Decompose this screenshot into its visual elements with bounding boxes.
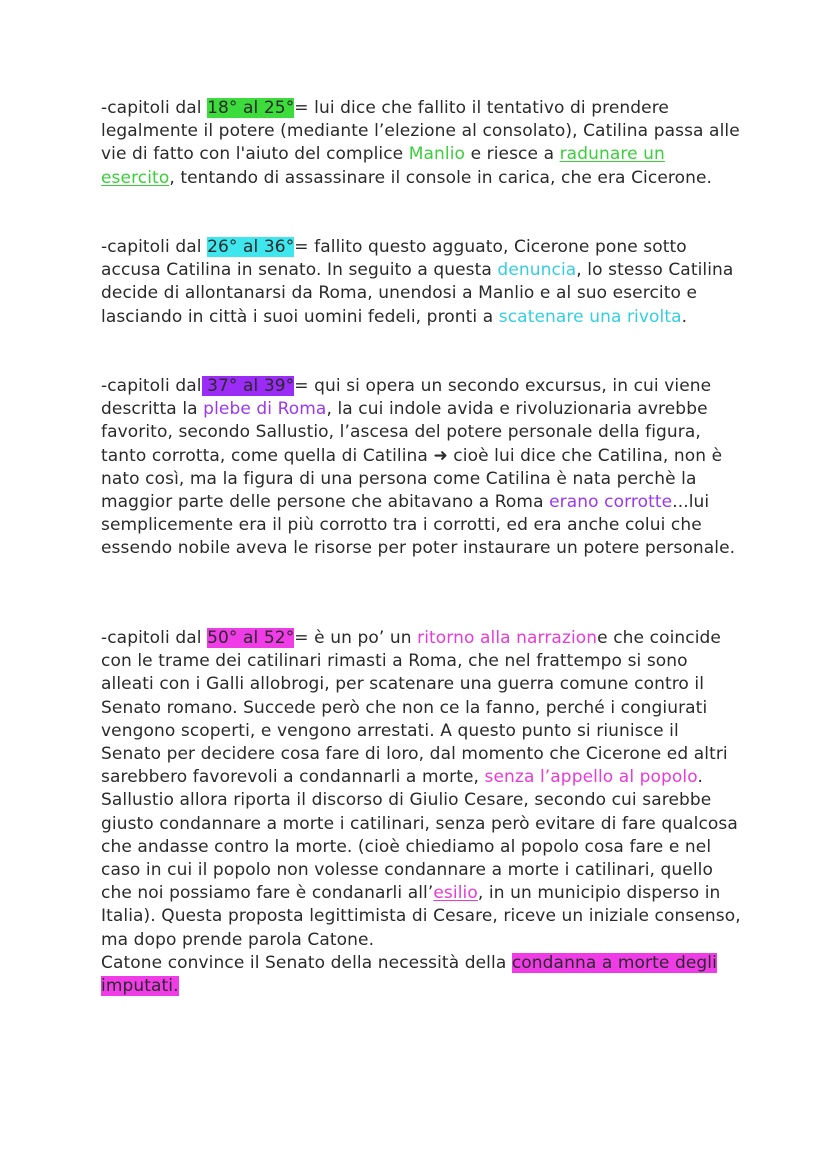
conclusion-highlight: condanna a morte degli imputati. [101, 952, 717, 997]
text: ...lui semplicemente era il più corrotto tra i corrotti, ed era anche colui che essendo nobile aveva le risorse per poter instaurare un potere personale. [101, 492, 736, 559]
keyword-ritorno: ritorno alla narrazion [417, 628, 598, 648]
text: e riesce a [465, 144, 560, 165]
arrow-icon: ➜ [433, 445, 448, 466]
keyword-esercito: radunare un esercito [101, 144, 665, 188]
text: = qui si opera un secondo excursus, in cui viene descritta la [101, 376, 712, 420]
chapter-range-highlight: 50° al 52° [207, 628, 295, 648]
keyword-corrotte: erano corrotte [549, 492, 673, 513]
text: -capitoli dal [101, 98, 208, 118]
paragraph-chapters-50-52 [101, 627, 741, 998]
chapter-range-highlight: 37° al 39° [201, 376, 295, 396]
text: = è un po’ un [294, 628, 418, 648]
text: Catone convince il Senato della necessità della [101, 952, 512, 973]
text: . [681, 306, 688, 327]
keyword-appello: senza l’appello al popolo [484, 767, 698, 788]
text: , in un municipio disperso in Italia). Questa proposta legittimista di Cesare, riceve un iniziale consenso, ma dopo prende parola Catone. [101, 883, 741, 950]
text: = fallito questo agguato, Cicerone pone sotto accusa Catilina in senato. In seguito a questa [101, 237, 687, 281]
keyword-manlio: Manlio [408, 144, 466, 165]
text: , lo stesso Catilina decide di allontanarsi da Roma, unendosi a Manlio e al suo esercito e lasciando in città i suoi uomini fedeli, pronti a [101, 260, 734, 327]
text: cioè lui dice che Catilina, non è nato così, ma la figura di una persona come Catilina è nata perchè la maggior parte delle persone che abitavano a Roma [101, 445, 723, 513]
keyword-esilio: esilio [433, 883, 478, 904]
text: , la cui indole avida e rivoluzionaria avrebbe favorito, secondo Sallustio, l’ascesa del potere personale della figura, tanto corrotta, come quella di Catilina [101, 399, 708, 466]
text: -capitoli dal [101, 237, 208, 257]
keyword-rivolta: scatenare una rivolta [498, 306, 682, 327]
text: = lui dice che fallito il tentativo di prendere legalmente il potere (mediante l’elezione al consolato), Catilina passa alle vie di fatto con l'aiuto del complice [101, 98, 740, 165]
paragraph-chapters-26-36 [101, 236, 741, 329]
chapter-range-highlight: 18° al 25° [207, 98, 295, 118]
text: -capitoli dal [101, 628, 208, 648]
chapter-range-highlight: 26° al 36° [207, 237, 295, 257]
text: e che coincide con le trame dei catilinari rimasti a Roma, che nel frattempo si sono alleati con i Galli allobrogi, per scatenare una guerra comune contro il Senato romano. Succede però che non ce la fanno, perché i congiurati vengono scoperti, e vengono arrestati. A questo punto si riunisce il Senato per decidere cosa fare di loro, dal momento che Cicerone ed altri sarebbero favorevoli a condannarli a morte, [101, 628, 728, 788]
paragraph-chapters-37-39 [101, 375, 741, 561]
text: -capitoli dal [101, 376, 202, 396]
paragraph-chapters-18-25 [101, 97, 741, 190]
text: . Sallustio allora riporta il discorso di Giulio Cesare, secondo cui sarebbe giusto condannare a morte i catilinari, senza però evitare di fare qualcosa che andasse contro la morte. (cioè chiediamo al popolo cosa fare e nel caso in cui il popolo non volesse condannare a morte i catilinari, quello che noi possiamo fare è condanarli all’ [101, 767, 738, 904]
keyword-denuncia: denuncia [497, 260, 577, 281]
keyword-plebe: plebe di Roma [203, 399, 327, 420]
text: , tentando di assassinare il console in carica, che era Cicerone. [169, 167, 713, 188]
